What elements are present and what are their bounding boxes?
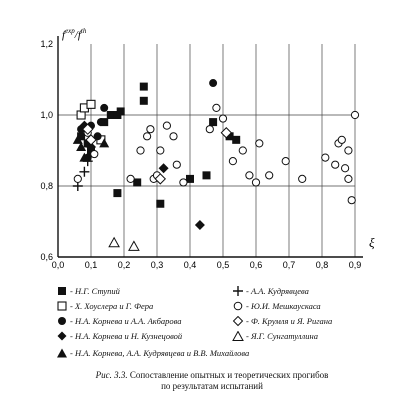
data-point-circle-open [206, 126, 213, 133]
data-point-circle-open [144, 133, 151, 140]
data-point-square-filled [113, 189, 121, 197]
diamond-filled-marker-icon [56, 331, 68, 342]
caption-line-1 [62, 370, 362, 381]
data-points [73, 79, 359, 250]
data-point-circle-open [252, 179, 259, 186]
data-point-circle-open [219, 115, 226, 122]
y-tick-label: 1,0 [40, 110, 53, 120]
square-open-marker-icon [56, 301, 68, 312]
triangle-open-marker-icon [232, 331, 244, 342]
y-tick-label: 0,6 [40, 252, 53, 262]
data-point-circle-open [170, 133, 177, 140]
data-point-circle-filled [209, 79, 217, 87]
data-point-circle-open [299, 175, 306, 182]
triangle-filled-marker-icon [56, 348, 68, 359]
data-point-circle-open [282, 158, 289, 165]
diamond-open-marker-icon [232, 316, 244, 327]
legend: - Н.Г. Ступий - А.А. Кудрявцева - Х. Хоуслера и Г. Фера - Ю.И. Мешкаускаса - Н.А. Корнева и А.А. Акбарова - Ф. Крумля и Я. Ригана - Н.А. Корнева и Н. Кузнецовой - Я.Г. Сунгатуллина - Н.А. Корнева, А.А. Кудрявцева и В.В. Михайлова [56, 287, 396, 365]
y-tick-label: 0,8 [40, 181, 53, 191]
data-point-square-filled [117, 107, 125, 115]
x-axis-title: ξ [369, 235, 375, 250]
data-point-diamond-filled [195, 220, 205, 230]
data-point-circle-open [322, 154, 329, 161]
data-point-square-open [87, 100, 95, 108]
grid [58, 44, 355, 257]
x-tick-label: 0,6 [249, 260, 263, 270]
data-point-square-filled [140, 97, 148, 105]
plus-marker-icon [232, 286, 244, 297]
data-point-circle-filled [97, 118, 105, 126]
data-point-circle-open [229, 158, 236, 165]
series-circle-filled [77, 79, 217, 162]
x-tick-label: 0,9 [348, 260, 362, 270]
data-point-circle-open [345, 147, 352, 154]
data-point-circle-open [213, 104, 220, 111]
y-axis-title: $f^{exp}/f^{th}$ [62, 27, 87, 41]
data-point-plus [79, 167, 89, 177]
x-tick-label: 0,2 [117, 260, 131, 270]
x-tick-label: 0,0 [51, 260, 65, 270]
data-point-circle-open [127, 175, 134, 182]
data-point-circle-open [137, 147, 144, 154]
x-tick-label: 0,3 [150, 260, 164, 270]
circle-filled-marker-icon [56, 316, 68, 327]
data-point-square-filled [156, 200, 164, 208]
x-tick-label: 0,1 [84, 260, 98, 270]
data-point-circle-open [246, 172, 253, 179]
data-point-circle-open [74, 175, 81, 182]
caption-text-2: по результатам испытаний [161, 381, 263, 391]
data-point-circle-open [163, 122, 170, 129]
x-tick-label: 0,5 [216, 260, 230, 270]
data-point-square-filled [232, 136, 240, 144]
data-point-circle-open [173, 161, 180, 168]
x-tick-label: 0,7 [282, 260, 296, 270]
x-tick-label: 0,8 [315, 260, 329, 270]
data-point-circle-open [342, 165, 349, 172]
data-point-circle-open [147, 126, 154, 133]
circle-open-marker-icon [232, 301, 244, 312]
data-point-circle-open [338, 136, 345, 143]
data-point-triangle-open [109, 238, 119, 247]
data-point-square-filled [140, 83, 148, 91]
data-point-circle-open [332, 161, 339, 168]
square-filled-marker-icon [56, 286, 68, 297]
data-point-circle-open [348, 197, 355, 204]
data-point-circle-open [345, 175, 352, 182]
y-tick-label: 1,2 [40, 39, 53, 49]
data-point-square-filled [203, 171, 211, 179]
data-point-circle-open [266, 172, 273, 179]
data-point-circle-open [256, 140, 263, 147]
data-point-circle-open [180, 179, 187, 186]
data-point-diamond-filled [159, 163, 169, 173]
data-point-square-filled [209, 118, 217, 126]
data-point-circle-open [157, 147, 164, 154]
data-point-circle-open [239, 147, 246, 154]
figure-caption [62, 370, 362, 392]
data-point-triangle-open [129, 241, 139, 250]
data-point-circle-open [351, 111, 358, 118]
x-tick-label: 0,4 [183, 260, 197, 270]
caption-text-1: Сопоставление опытных и теоретических прогибов [129, 370, 329, 380]
axis-titles [62, 27, 375, 250]
data-point-circle-open [91, 150, 98, 157]
data-point-circle-filled [100, 104, 108, 112]
figure-number: Рис. 3.3. [95, 370, 128, 380]
